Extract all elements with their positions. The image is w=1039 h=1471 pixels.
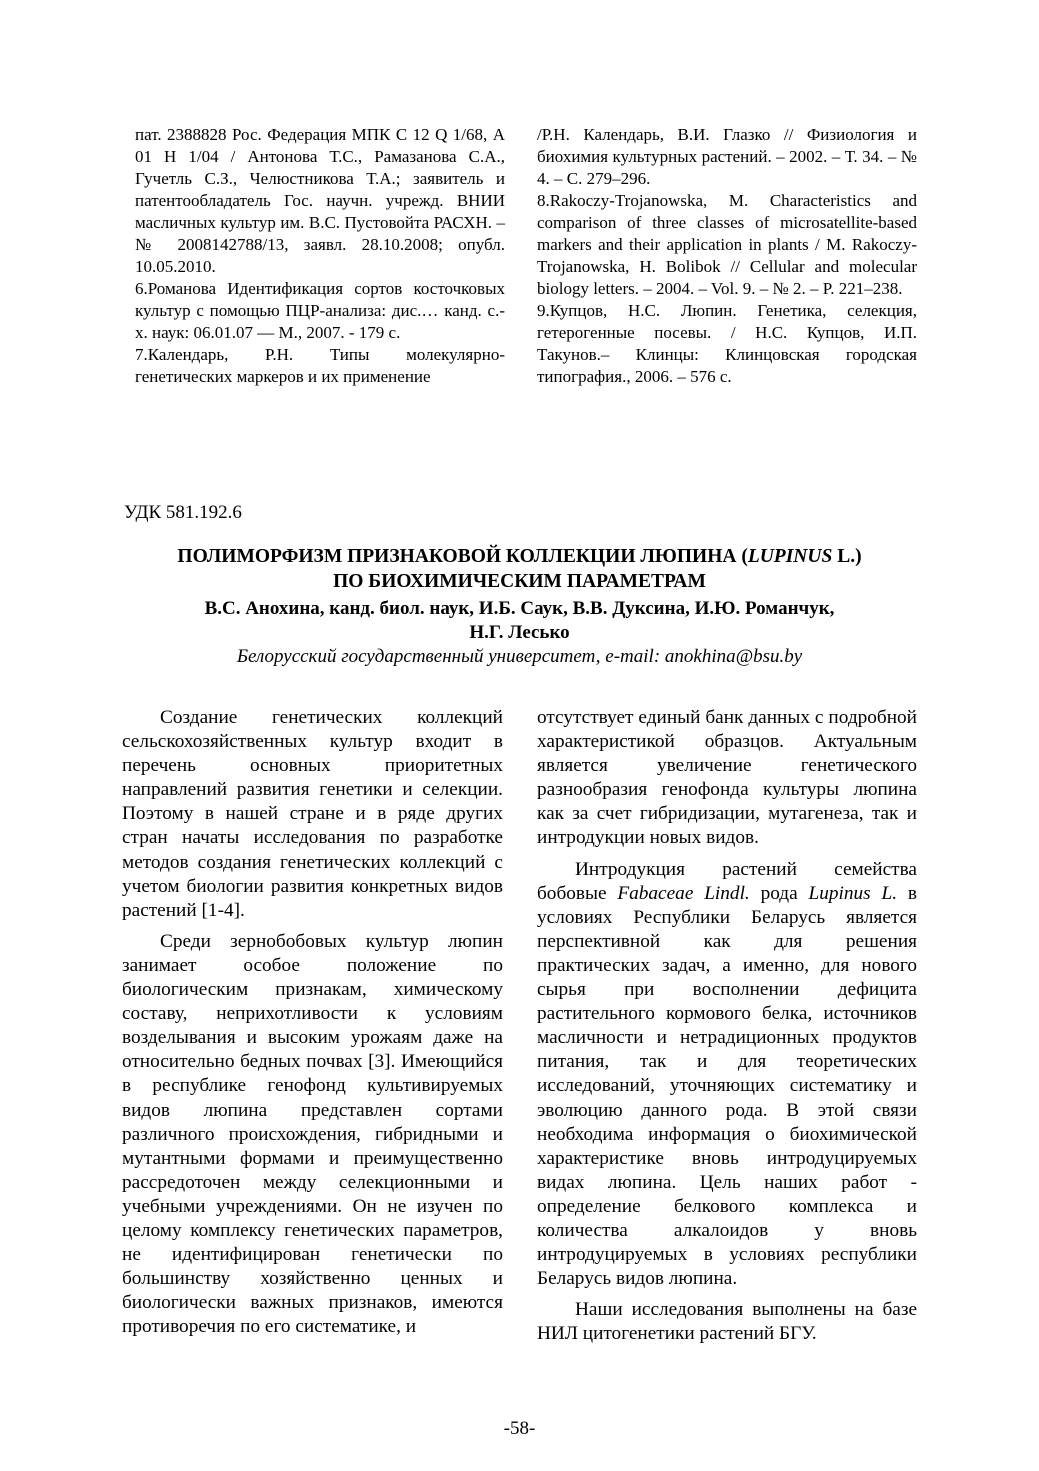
body-paragraph: Интродукция растений семейства бобовые Fabaceae Lindl. рода Lupinus L. в условиях Республики Беларусь является перспективной как для решения практических задач, а именно, для нового сырья при восполнении дефицита растительного кормового белка, источников масличности и нетрадиционных продуктов питания, так и для теоретических исследований, уточняющих систематику и эволюцию данного рода. В этой связи необходима информация о биохимической характеристике вновь интродуцируемых видах люпина. Цель наших работ - определение белкового комплекса и количества алкалоидов у вновь интродуцируемых в условиях республики Беларусь видов люпина. — [537, 858, 917, 1290]
authors-line-1: В.С. Анохина, канд. биол. наук, И.Б. Саук, В.В. Дуксина, И.Ю. Романчук, — [204, 598, 835, 619]
references-left-column — [135, 124, 505, 388]
reference-6: 6.Романова Идентификация сортов косточковых культур с помощью ПЦР-анализа: дис.… канд. с.-х. наук: 06.01.07 — М., 2007. - 179 с. — [135, 279, 505, 342]
title-line-2: ПО БИОХИМИЧЕСКИМ ПАРАМЕТРАМ — [333, 571, 706, 592]
affiliation: Белорусский государственный университет, e-mail: anokhina@bsu.by — [236, 646, 803, 667]
body-paragraph: Наши исследования выполнены на базе НИЛ цитогенетики растений БГУ. — [537, 1299, 917, 1345]
reference-8: 8.Rakoczy-Trojanowska, M. Characteristics and comparison of three classes of microsatellite-based markers and their application in plants / M. Rakoczy-Trojanowska, H. Bolibok // Cellular and molecular biology letters. – 2004. – Vol. 9. – № 2. – P. 221–238. — [537, 191, 917, 298]
references-right-column — [537, 124, 917, 388]
body-paragraph: Среди зернобобовых культур люпин занимает особое положение по биологическим признакам, химическому составу, неприхотливости к условиям возделывания и высоким урожаям даже на относительно бедных почвах [3]. Имеющийся в республике генофонд культивируемых видов люпина представлен сортами различного происхождения, гибридными и мутантными формами и преимущественно рассредоточен между селекционными и учебными учреждениями. Он не изучен по целому комплексу генетических параметров, не идентифицирован генетически по большинству хозяйственно ценных и биологически важных признаков, имеются противоречия по его систематике, и — [122, 930, 503, 1338]
body-left-column — [122, 706, 503, 1346]
article-title — [100, 544, 939, 594]
page-number: -58- — [503, 1418, 536, 1439]
body-paragraph: Создание генетических коллекций сельскохозяйственных культур входит в перечень основных приоритетных направлений развития генетики и селекции. Поэтому в нашей стране и в ряде других стран начаты исследования по разработке методов создания генетических коллекций с учетом биологии развития конкретных видов растений [1-4]. — [122, 707, 503, 921]
body-paragraph: отсутствует единый банк данных с подробной характеристикой образцов. Актуальным является увеличение генетического разнообразия генофонда культуры люпина как за счет гибридизации, мутагенеза, так и интродукции новых видов. — [537, 707, 917, 849]
reference-7: 7.Календарь, Р.Н. Типы молекулярно-генетических маркеров и их применение — [135, 345, 505, 386]
reference-5-continuation: пат. 2388828 Рос. Федерация МПК С 12 Q 1/68, А 01 Н 1/04 / Антонова Т.С., Рамазанова С.А., Гучетль С.З., Челюстникова Т.А.; заявитель и патентообладатель Гос. научн. учрежд. ВНИИ масличных культур им. В.С. Пустовойта РАСХН. – № 2008142788/13, заявл. 28.10.2008; опубл. 10.05.2010. — [135, 125, 505, 276]
title-line-1: ПОЛИМОРФИЗМ ПРИЗНАКОВОЙ КОЛЛЕКЦИИ ЛЮПИНА (LUPINUS L.) — [177, 546, 862, 567]
authors — [100, 597, 939, 645]
reference-7-continuation: /Р.Н. Календарь, В.И. Глазко // Физиология и биохимия культурных растений. – 2002. – Т. 34. – № 4. – С. 279–296. — [537, 125, 917, 188]
authors-line-2: Н.Г. Лесько — [469, 622, 570, 643]
body-right-column — [537, 706, 917, 1353]
udk-code: УДК 581.192.6 — [124, 502, 242, 523]
reference-9: 9.Купцов, Н.С. Люпин. Генетика, селекция, гетерогенные посевы. / Н.С. Купцов, И.П. Такунов.– Клинцы: Клинцовская городская типография., 2006. – 576 с. — [537, 301, 917, 386]
